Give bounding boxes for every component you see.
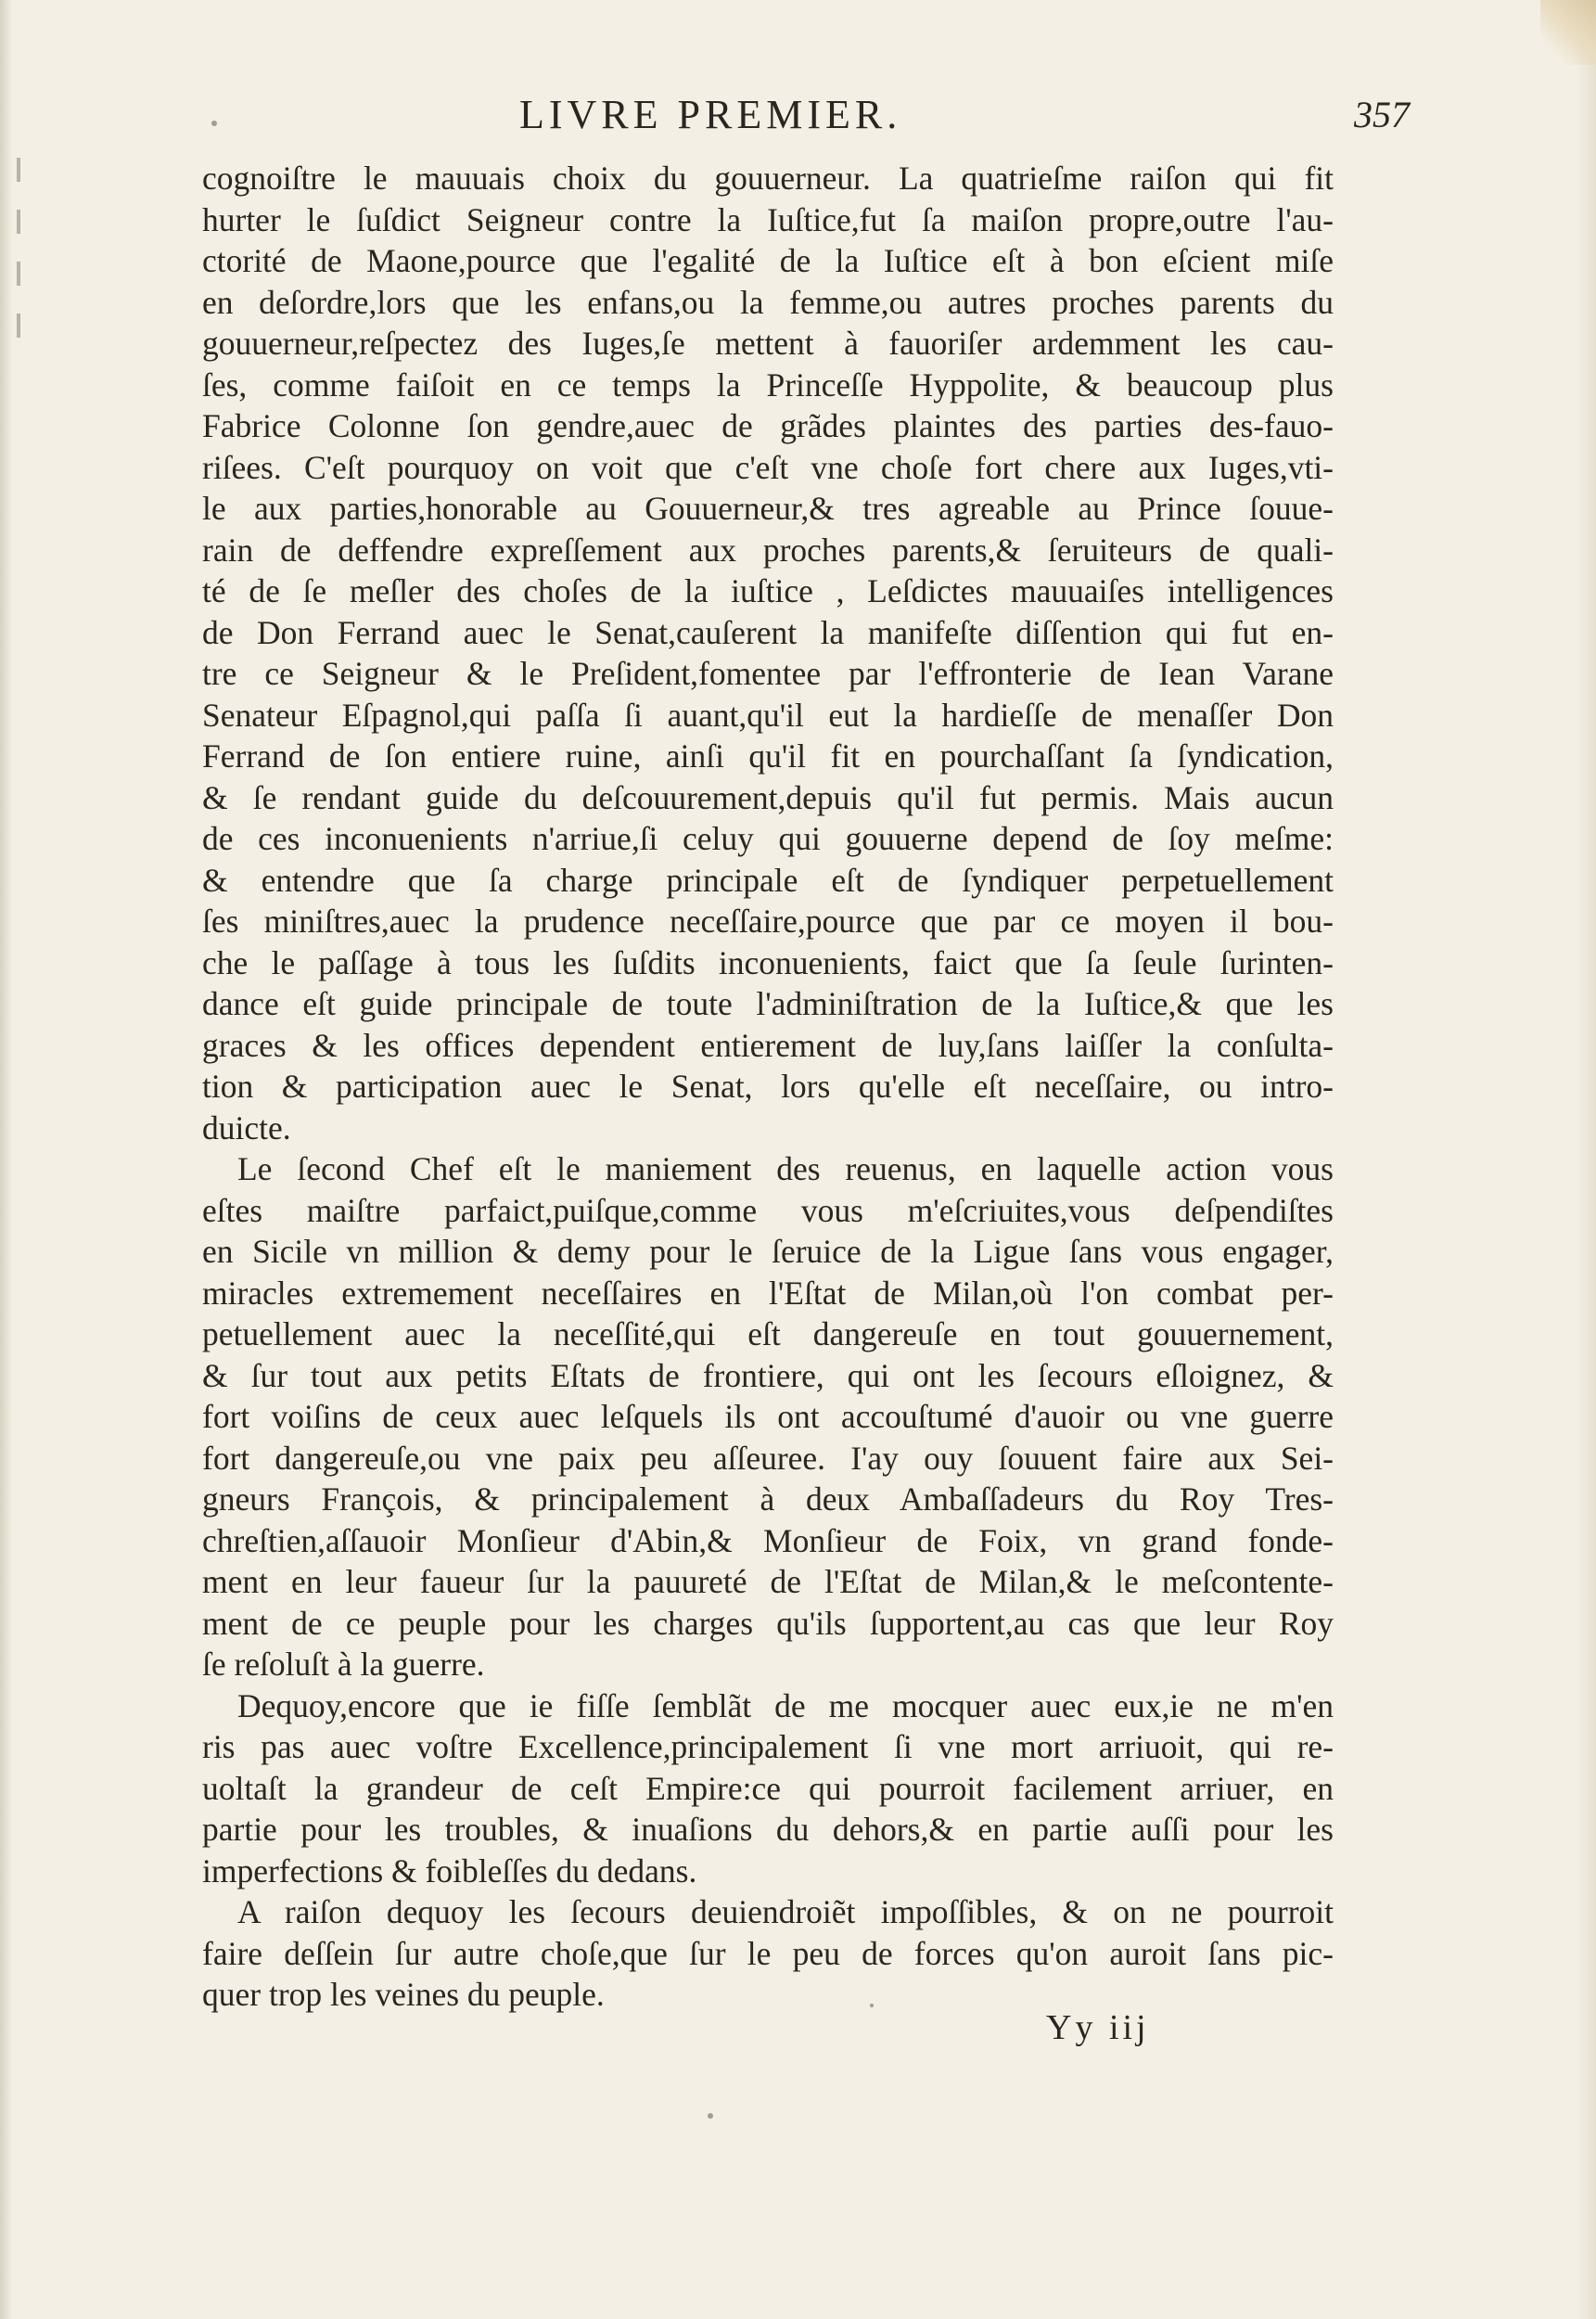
text-line: chreſtien,aſſauoir Monſieur d'Abin,& Monſieur de Foix, vn grand fonde- xyxy=(202,1521,1334,1559)
text-line: dance eſt guide principale de toute l'adminiſtration de la Iuſtice,& que les xyxy=(202,985,1334,1022)
text-line: gouuerneur,reſpectez des Iuges,ſe mettent à fauoriſer ardemment les cau- xyxy=(202,325,1334,362)
text-line: graces & les offices dependent entierement de luy,ſans laiſſer la conſulta- xyxy=(202,1026,1334,1064)
text-line: té de ſe meſler des choſes de la iuſtice , Leſdictes mauuaiſes intelligences xyxy=(202,572,1334,609)
text-line: rain de deffendre expreſſement aux proches parents,& ſeruiteurs de quali- xyxy=(202,531,1334,569)
text-line: che le paſſage à tous les ſuſdits inconuenients, faict que ſa ſeule ſurinten- xyxy=(202,943,1334,981)
text-line: en deſordre,lors que les enfans,ou la femme,ou autres proches parents du xyxy=(202,283,1334,321)
text-line: miracles extremement neceſſaires en l'Eſtat de Milan,où l'on combat per- xyxy=(202,1274,1334,1312)
text-line: ment de ce peuple pour les charges qu'ils ſupportent,au cas que leur Roy xyxy=(202,1604,1334,1642)
ink-speck xyxy=(211,121,217,126)
text-line: Senateur Eſpagnol,qui paſſa ſi auant,qu'il eut la hardieſſe de menaſſer Don xyxy=(202,696,1334,734)
text-line: Le ſecond Chef eſt le maniement des reuenus, en laquelle action vous xyxy=(237,1150,1334,1187)
text-line: Dequoy,encore que ie fiſſe ſemblãt de me mocquer auec eux,ie ne m'en xyxy=(237,1686,1334,1724)
paragraph xyxy=(202,1891,1334,2016)
text-line: de ces inconuenients n'arriue,ſi celuy qui gouuerne depend de ſoy meſme: xyxy=(202,820,1334,857)
ink-speck xyxy=(708,2113,713,2119)
text-line: ris pas auec voſtre Excellence,principalement ſi vne mort arriuoit, qui re- xyxy=(202,1728,1334,1765)
signature-mark: Yy iij xyxy=(1046,2008,1150,2047)
text-line: eſtes maiſtre parfaict,puiſque,comme vous m'eſcriuites,vous deſpendiſtes xyxy=(202,1191,1334,1229)
text-line: petuellement auec la neceſſité,qui eſt dangereuſe en tout gouuernement, xyxy=(202,1315,1334,1352)
body-text xyxy=(202,158,1334,2016)
paragraph xyxy=(202,1148,1334,1685)
text-line: en Sicile vn million & demy pour le ſeruice de la Ligue ſans vous engager, xyxy=(202,1233,1334,1270)
page-header xyxy=(519,91,1410,147)
text-line: Fabrice Colonne ſon gendre,auec de grãdes plaintes des parties des-fauo- xyxy=(202,407,1334,444)
ink-speck xyxy=(870,2004,874,2007)
text-line: tre ce Seigneur & le Preſident,fomentee par l'effronterie de Iean Varane xyxy=(202,655,1334,692)
text-line: le aux parties,honorable au Gouuerneur,& tres agreable au Prince ſouue- xyxy=(202,490,1334,527)
text-line: & entendre que ſa charge principale eſt de ſyndiquer perpetuellement xyxy=(202,861,1334,899)
paragraph xyxy=(202,1685,1334,1892)
text-line: ctorité de Maone,pource que l'egalité de la Iuſtice eſt à bon eſcient miſe xyxy=(202,242,1334,279)
text-line: hurter le ſuſdict Seigneur contre la Iuſtice,fut ſa maiſon propre,outre l'au- xyxy=(202,200,1334,238)
paragraph xyxy=(202,158,1334,1148)
text-line: fort dangereuſe,ou vne paix peu aſſeuree. I'ay ouy ſouuent faire aux Sei- xyxy=(202,1439,1334,1477)
text-line: Ferrand de ſon entiere ruine, ainſi qu'il fit en pourchaſſant ſa ſyndication, xyxy=(202,737,1334,775)
bleed-through-marks xyxy=(11,158,28,362)
running-head: LIVRE PREMIER. xyxy=(519,92,902,137)
text-line: fort voiſins de ceux auec leſquels ils ont accouſtumé d'auoir ou vne guerre xyxy=(202,1398,1334,1435)
page-corner-stain xyxy=(1540,0,1596,65)
text-line: imperfections & foibleſſes du dedans. xyxy=(202,1851,697,1890)
text-line: gneurs François, & principalement à deux Ambaſſadeurs du Roy Tres- xyxy=(202,1480,1334,1518)
text-line: uoltaſt la grandeur de ceſt Empire:ce qui pourroit facilement arriuer, en xyxy=(202,1769,1334,1807)
text-line: ſes miniſtres,auec la prudence neceſſaire,pource que par ce moyen il bou- xyxy=(202,903,1334,940)
text-line: & ſur tout aux petits Eſtats de frontiere, qui ont les ſecours eſloignez, & xyxy=(202,1356,1334,1394)
text-line: ſes, comme faiſoit en ce temps la Princeſſe Hyppolite, & beaucoup plus xyxy=(202,365,1334,404)
page-number: 357 xyxy=(1354,94,1410,135)
text-line: A raiſon dequoy les ſecours deuiendroiẽt impoſſibles, & on ne pourroit xyxy=(237,1893,1334,1930)
text-line: & ſe rendant guide du deſcouurement,depuis qu'il fut permis. Mais aucun xyxy=(202,778,1334,816)
text-line: faire deſſein ſur autre choſe,que ſur le peu de forces qu'on auroit ſans pic- xyxy=(202,1934,1334,1972)
text-line: tion & participation auec le Senat, lors qu'elle eſt neceſſaire, ou intro- xyxy=(202,1068,1334,1105)
text-line: quer trop les veines du peuple. xyxy=(202,1976,605,2013)
text-line: riſees. C'eſt pourquoy on voit que c'eſt vne choſe fort chere aux Iuges,vti- xyxy=(202,448,1334,486)
text-line: ment en leur faueur ſur la pauureté de l'Eſtat de Milan,& le meſcontente- xyxy=(202,1563,1334,1600)
text-line: ſe reſoluſt à la guerre. xyxy=(202,1646,485,1683)
text-line: de Don Ferrand auec le Senat,cauſerent la manifeſte diſſention qui fut en- xyxy=(202,613,1334,651)
text-line: cognoiſtre le mauuais choix du gouuerneur. La quatrieſme raiſon qui fit xyxy=(202,160,1334,197)
text-line: partie pour les troubles, & inuaſions du dehors,& en partie auſſi pour les xyxy=(202,1811,1334,1848)
text-line: duicte. xyxy=(202,1108,291,1147)
page-edge-right xyxy=(1576,0,1596,2319)
